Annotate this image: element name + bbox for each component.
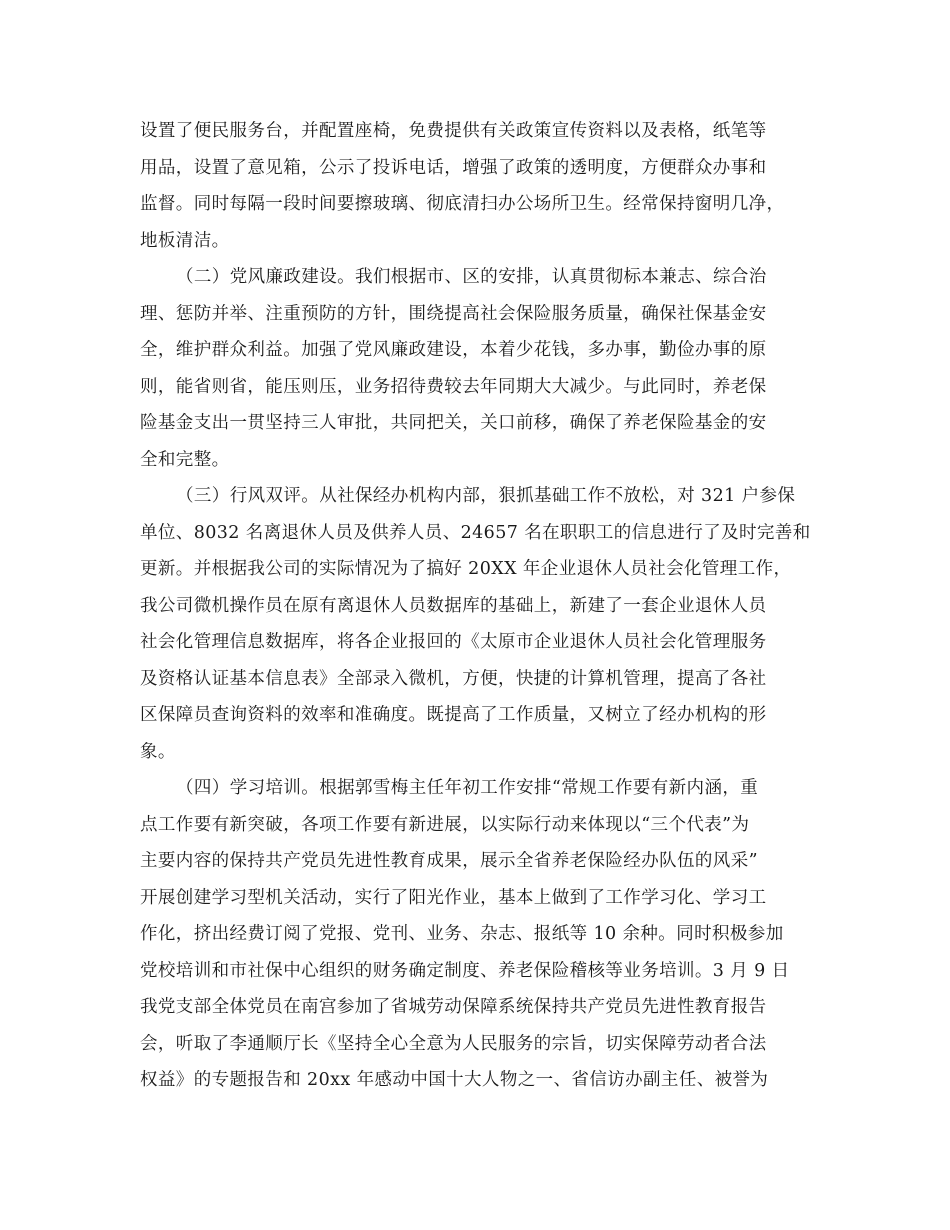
document-body <box>140 113 812 1099</box>
text-line: 地板清洁。 <box>140 230 230 251</box>
text-line: 理、惩防并举、注重预防的方针，围绕提高社会保险服务质量，确保社保基金安 <box>140 303 767 324</box>
section-heading-line: （三）行风双评。从社保经办机构内部，狠抓基础工作不放松，对 321 户参保 <box>176 486 796 506</box>
text-line: 主要内容的保持共产党员先进性教育成果，展示全省养老保险经办队伍的风采” <box>140 851 758 871</box>
text-line: 作化，挤出经费订阅了党报、党刊、业务、杂志、报纸等 10 余种。同时积极参加 <box>140 924 784 944</box>
text-line: 党校培训和市社保中心组织的财务确定制度、养老保险稽核等业务培训。3 月 9 日 <box>140 960 790 981</box>
text-line: 点工作要有新突破，各项工作要有新进展，以实际行动来体现以“三个代表”为 <box>140 814 750 835</box>
text-line: 社会化管理信息数据库，将各企业报回的《太原市企业退休人员社会化管理服务 <box>140 632 767 652</box>
text-line: 险基金支出一贯坚持三人审批，共同把关，关口前移，确保了养老保险基金的安 <box>140 413 767 433</box>
text-line: 设置了便民服务台，并配置座椅，免费提供有关政策宣传资料以及表格，纸笔等 <box>140 121 767 141</box>
text-line: 全，维护群众利益。加强了党风廉政建设，本着少花钱，多办事，勤俭办事的原 <box>140 340 767 360</box>
text-line: 我党支部全体党员在南宫参加了省城劳动保障系统保持共产党员先进性教育报告 <box>140 997 767 1017</box>
text-line: 开展创建学习型机关活动，实行了阳光作业，基本上做到了工作学习化、学习工 <box>140 887 767 908</box>
text-line: 单位、8032 名离退休人员及供养人员、24657 名在职职工的信息进行了及时完善和 <box>140 522 811 543</box>
text-line: 用品，设置了意见箱，公示了投诉电话，增强了政策的透明度，方便群众办事和 <box>140 157 767 178</box>
text-line: 我公司微机操作员在原有离退休人员数据库的基础上，新建了一套企业退休人员 <box>140 595 767 616</box>
text-line: 则，能省则省，能压则压，业务招待费较去年同期大大减少。与此同时，养老保 <box>140 376 767 397</box>
text-line: 区保障员查询资料的效率和准确度。既提高了工作质量，又树立了经办机构的形 <box>140 705 767 725</box>
section-heading-line: （四）学习培训。根据郭雪梅主任年初工作安排“常规工作要有新内涵，重 <box>176 778 759 798</box>
text-line: 象。 <box>140 741 176 762</box>
text-line: 及资格认证基本信息表》全部录入微机，方便，快捷的计算机管理，提高了各社 <box>140 668 767 689</box>
text-line: 监督。同时每隔一段时间要擦玻璃、彻底清扫办公场所卫生。经常保持窗明几净， <box>140 194 785 214</box>
section-heading-line: （二）党风廉政建设。我们根据市、区的安排，认真贯彻标本兼志、综合治 <box>176 267 767 287</box>
text-line: 会，听取了李通顺厅长《坚持全心全意为人民服务的宗旨，切实保障劳动者合法 <box>140 1033 767 1054</box>
text-line: 更新。并根据我公司的实际情况为了搞好 20XX 年企业退休人员社会化管理工作， <box>140 559 792 579</box>
text-line: 全和完整。 <box>140 449 230 470</box>
text-line: 权益》的专题报告和 20xx 年感动中国十大人物之一、省信访办副主任、被誉为 <box>140 1070 769 1090</box>
